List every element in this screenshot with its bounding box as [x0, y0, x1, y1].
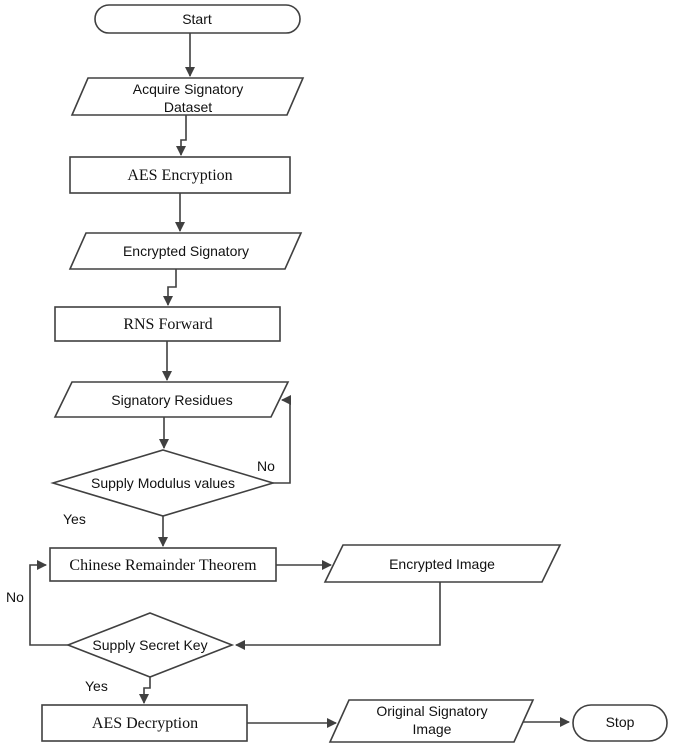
node-signatory-residues: [55, 382, 288, 417]
node-supply-modulus-decision: [53, 450, 273, 516]
edge-acquire-to-aes-encryption: [181, 115, 186, 155]
original-image-label-line1: Original Signatory: [376, 703, 488, 719]
node-stop: [573, 705, 667, 741]
node-chinese-remainder-theorem: [50, 548, 276, 581]
label-supply-secret-key-yes: Yes: [85, 678, 108, 694]
encrypted-image-label: Encrypted Image: [389, 556, 495, 572]
edge-supply-secret-key-yes-to-aes-decryption: [144, 677, 150, 703]
start-label: Start: [182, 11, 212, 27]
node-encrypted-signatory: [70, 233, 301, 269]
label-supply-modulus-no: No: [257, 458, 275, 474]
node-start: [95, 5, 300, 33]
encrypted-signatory-label: Encrypted Signatory: [122, 243, 250, 259]
supply-modulus-label: Supply Modulus values: [91, 475, 235, 491]
signatory-residues-label: Signatory Residues: [111, 392, 233, 408]
node-original-signatory-image: [330, 700, 533, 742]
aes-encryption-label: AES Encryption: [127, 167, 233, 184]
node-aes-decryption: [42, 705, 247, 741]
node-encrypted-image: [325, 545, 560, 582]
node-supply-secret-key-decision: [68, 613, 232, 677]
original-image-label-line2: Image: [412, 721, 452, 737]
supply-secret-key-label: Supply Secret Key: [92, 637, 208, 653]
edge-supply-modulus-no-loop: [273, 400, 290, 483]
edges: [30, 33, 569, 723]
node-aes-encryption: [70, 157, 290, 193]
node-acquire-signatory-dataset: [72, 78, 303, 115]
stop-label: Stop: [605, 714, 635, 730]
acquire-dataset-label-line2: Dataset: [163, 99, 213, 115]
acquire-dataset-label-line1: Acquire Signatory: [132, 81, 244, 97]
edge-encrypted-image-to-supply-secret-key: [236, 582, 440, 645]
node-rns-forward: [55, 307, 280, 341]
label-supply-secret-key-no: No: [6, 589, 24, 605]
edge-encrypted-signatory-to-rns-forward: [168, 269, 176, 305]
label-supply-modulus-yes: Yes: [63, 511, 86, 527]
chinese-remainder-label: Chinese Remainder Theorem: [69, 557, 257, 574]
aes-decryption-label: AES Decryption: [91, 715, 199, 732]
rns-forward-label: RNS Forward: [123, 316, 213, 333]
